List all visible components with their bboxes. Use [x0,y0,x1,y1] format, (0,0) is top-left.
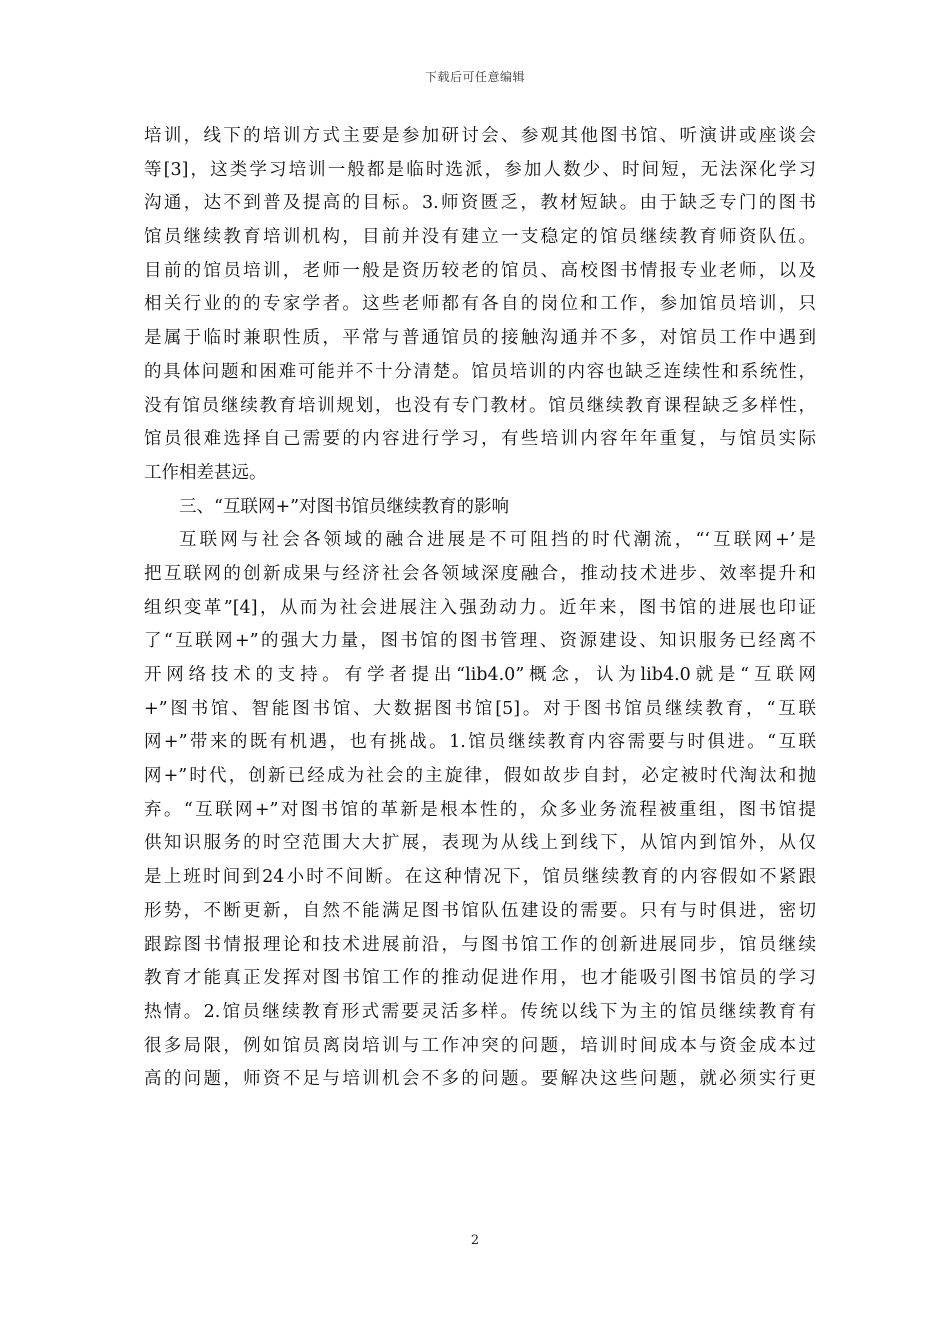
text-line: 了“互联网+”的强大力量，图书馆的图书管理、资源建设、知识服务已经离不 [144,631,816,652]
text-line: 目前的馆员培训，老师一般是资历较老的馆员、高校图书情报专业老师，以及 [144,260,816,281]
text-line: +”图书馆、智能图书馆、大数据图书馆[5]。对于图书馆员继续教育，“互联 [144,698,816,719]
text-line: 没有馆员继续教育培训规划，也没有专门教材。馆员继续教育课程缺乏多样性， [144,395,816,416]
document-body [144,120,816,1097]
text-line: 是上班时间到24小时不间断。在这种情况下，馆员继续教育的内容假如不紧跟 [144,867,816,888]
text-line: 是属于临时兼职性质，平常与普通馆员的接触沟通并不多，对馆员工作中遇到 [144,328,816,349]
paragraph [144,120,816,491]
text-line: 形势，不断更新，自然不能满足图书馆队伍建设的需要。只有与时俱进，密切 [144,900,816,921]
page-header: 下载后可任意编辑 [424,70,525,84]
text-line: 组织变革”[4]，从而为社会进展注入强劲动力。近年来，图书馆的进展也印证 [144,597,816,618]
text-line: 的具体问题和困难可能并不十分清楚。馆员培训的内容也缺乏连续性和系统性， [144,361,816,382]
text-line: 教育才能真正发挥对图书馆工作的推动促进作用，也才能吸引图书馆员的学习 [144,968,816,989]
text-line: 工作相差甚远。 [144,462,267,483]
text-line: 热情。2.馆员继续教育形式需要灵活多样。传统以线下为主的馆员继续教育有 [144,1001,816,1022]
section-heading: 三、“互联网+”对图书馆员继续教育的影响 [179,496,510,517]
text-line: 等[3]，这类学习培训一般都是临时选派，参加人数少、时间短，无法深化学习 [144,159,816,180]
text-line: 把互联网的创新成果与经济社会各领域深度融合，推动技术进步、效率提升和 [144,563,816,584]
text-line: 馆员很难选择自己需要的内容进行学习，有些培训内容年年重复，与馆员实际 [144,429,816,450]
text-line: 网+”带来的既有机遇，也有挑战。1.馆员继续教育内容需要与时俱进。“互联 [144,732,816,753]
text-line: 沟通，达不到普及提高的目标。3.师资匮乏，教材短缺。由于缺乏专门的图书 [144,193,816,214]
text-line: 高的问题，师资不足与培训机会不多的问题。要解决这些问题，就必须实行更 [144,1069,816,1090]
page-number: 2 [470,1233,480,1248]
text-line: 培训，线下的培训方式主要是参加研讨会、参观其他图书馆、听演讲或座谈会 [144,126,816,146]
text-line: 供知识服务的时空范围大大扩展，表现为从线上到线下，从馆内到馆外，从仅 [144,833,816,854]
text-line: 很多局限，例如馆员离岗培训与工作冲突的问题，培训时间成本与资金成本过 [144,1035,816,1056]
paragraph [144,524,816,1097]
text-line: 弃。“互联网+”对图书馆的革新是根本性的，众多业务流程被重组，图书馆提 [144,799,816,820]
text-line: 网+”时代，创新已经成为社会的主旋律，假如故步自封，必定被时代淘汰和抛 [144,766,816,787]
text-line: 开网络技术的支持。有学者提出“lib4.0”概念，认为lib4.0就是“互联网 [144,665,816,685]
text-line: 跟踪图书情报理论和技术进展前沿，与图书馆工作的创新进展同步，馆员继续 [144,934,816,955]
text-line: 相关行业的的专家学者。这些老师都有各自的岗位和工作，参加馆员培训，只 [144,294,816,315]
text-line: 互联网与社会各领域的融合进展是不可阻挡的时代潮流，“‘互联网+’是 [179,530,816,551]
text-line: 馆员继续教育培训机构，目前并没有建立一支稳定的馆员继续教育师资队伍。 [144,227,816,248]
